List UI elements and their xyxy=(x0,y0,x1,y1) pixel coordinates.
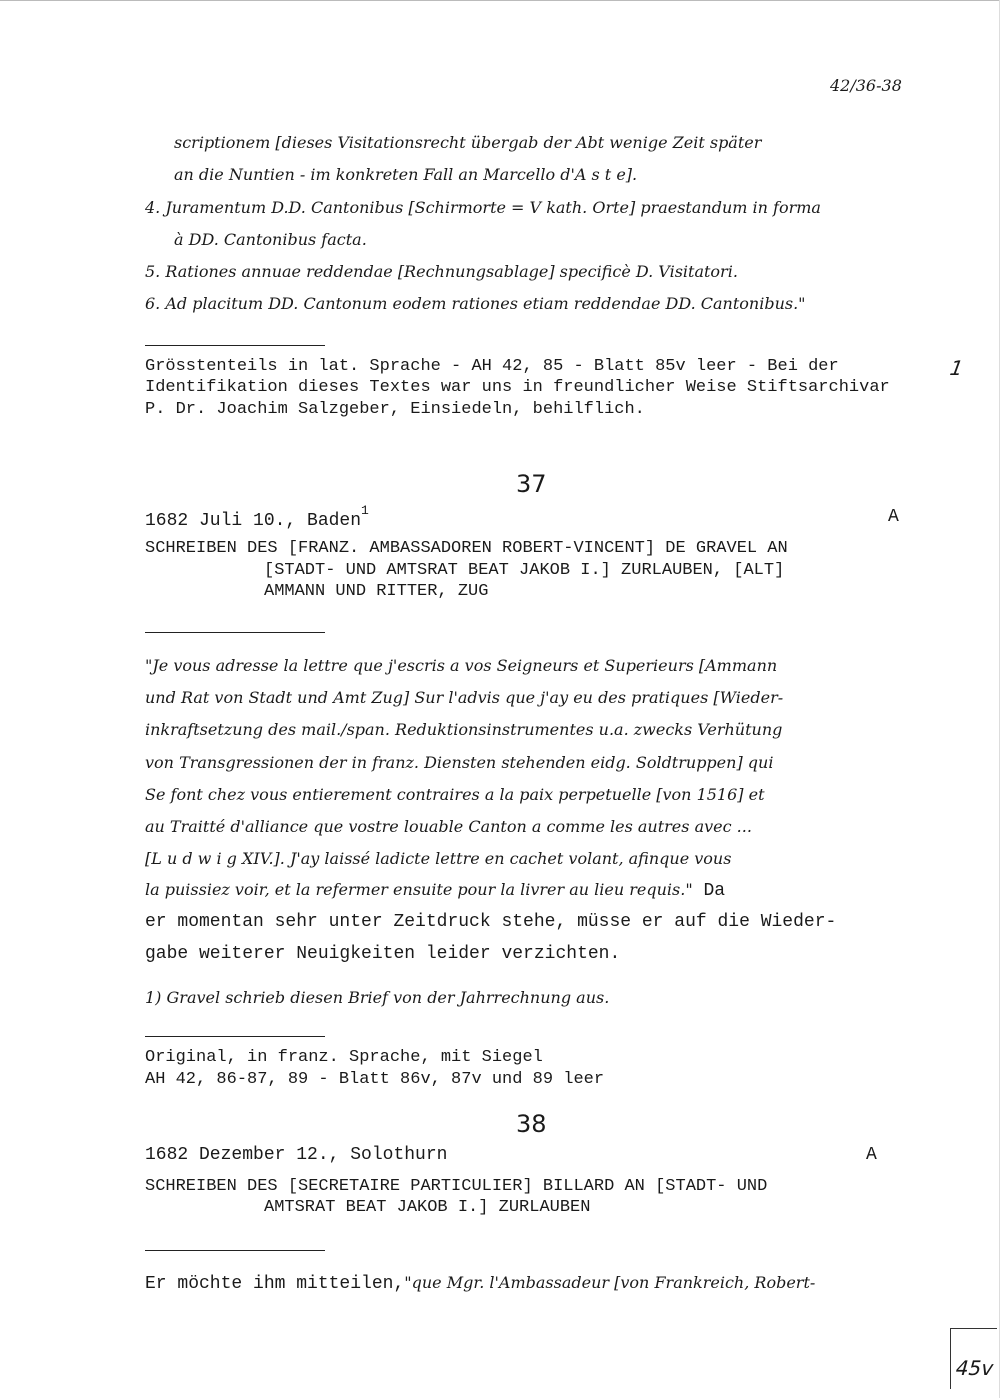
page-reference: 42/36-38 xyxy=(830,76,902,95)
doc37-body-line-2: und Rat von Stadt und Amt Zug] Sur l'advis que j'ay eu des pratiques [Wieder- xyxy=(145,688,784,707)
doc37-source-line-2: AH 42, 86-87, 89 - Blatt 86v, 87v und 89 leer xyxy=(145,1070,605,1089)
doc38-grade: A xyxy=(866,1145,877,1165)
doc37-body-line-6: au Traitté d'alliance que vostre louable Canton a comme les autres avec ... xyxy=(145,817,752,836)
continuation-line-2: an die Nuntien - im konkreten Fall an Marcello d'A s t e]. xyxy=(174,165,638,184)
note36-line-2: Identifikation dieses Textes war uns in freundlicher Weise Stiftsarchivar xyxy=(145,378,890,397)
doc37-body-line-5: Se font chez vous entierement contraires a la paix perpetuelle [von 1516] et xyxy=(145,785,765,804)
continuation-item-5: 5. Rationes annuae reddendae [Rechnungsablage] specificè D. Visitatori. xyxy=(145,262,738,281)
doc37-body-line-7: [L u d w i g XIV.]. J'ay laissé ladicte lettre en cachet volant, afinque vous xyxy=(145,849,732,868)
continuation-line-1: scriptionem [dieses Visitationsrecht übergab der Abt wenige Zeit später xyxy=(174,133,762,152)
separator-rule xyxy=(145,1036,325,1037)
separator-rule xyxy=(145,632,325,633)
doc38-title-line-1: SCHREIBEN DES [SECRETAIRE PARTICULIER] BILLARD AN [STADT- UND xyxy=(145,1177,768,1196)
doc37-body-line-10: gabe weiterer Neuigkeiten leider verzichten. xyxy=(145,944,621,964)
doc37-title-line-2: [STADT- UND AMTSRAT BEAT JAKOB I.] ZURLAUBEN, [ALT] xyxy=(264,561,785,580)
continuation-item-4: 4. Juramentum D.D. Cantonibus [Schirmorte = V kath. Orte] praestandum in forma xyxy=(145,198,821,217)
continuation-item-6: 6. Ad placitum DD. Cantonum eodem rationes etiam reddendae DD. Cantonibus." xyxy=(145,294,806,313)
doc37-grade: A xyxy=(888,507,899,527)
doc37-title-line-1: SCHREIBEN DES [FRANZ. AMBASSADOREN ROBERT-VINCENT] DE GRAVEL AN xyxy=(145,539,788,558)
doc37-body-line-1: "Je vous adresse la lettre que j'escris a vos Seigneurs et Superieurs [Ammann xyxy=(145,656,778,675)
doc37-footnote-ref: 1 xyxy=(361,503,369,518)
doc37-body-line-8: la puissiez voir, et la refermer ensuite pour la livrer au lieu requis." Da xyxy=(145,880,726,901)
doc37-body-line-3: inkraftsetzung des mail./span. Reduktionsinstrumentes u.a. zwecks Verhütung xyxy=(145,720,783,739)
doc37-source-line-1: Original, in franz. Sprache, mit Siegel xyxy=(145,1048,543,1067)
folio-mark: 45v xyxy=(952,1356,997,1380)
margin-mark: 1 xyxy=(945,356,968,380)
doc37-title-line-3: AMMANN UND RITTER, ZUG xyxy=(264,582,489,601)
doc37-footnote: 1) Gravel schrieb diesen Brief von der Jahrrechnung aus. xyxy=(145,988,610,1007)
page-top-edge xyxy=(0,0,1000,1)
doc38-date: 1682 Dezember 12., Solothurn xyxy=(145,1145,448,1165)
doc37-body-line-4: von Transgressionen der in franz. Diensten stehenden eidg. Soldtruppen] qui xyxy=(145,753,774,772)
doc38-body-line-1: Er möchte ihm mitteilen,"que Mgr. l'Ambassadeur [von Frankreich, Robert- xyxy=(145,1273,816,1294)
doc38-number: 38 xyxy=(516,1110,547,1138)
doc37-date: 1682 Juli 10., Baden$^1$ xyxy=(145,503,369,531)
note36-line-1: Grösstenteils in lat. Sprache - AH 42, 85 - Blatt 85v leer - Bei der xyxy=(145,357,839,376)
continuation-item-4-cont: à DD. Cantonibus facta. xyxy=(174,230,367,249)
note36-line-3: P. Dr. Joachim Salzgeber, Einsiedeln, behilflich. xyxy=(145,400,645,419)
separator-rule xyxy=(145,345,325,346)
separator-rule xyxy=(145,1250,325,1251)
doc37-body-line-9: er momentan sehr unter Zeitdruck stehe, müsse er auf die Wieder- xyxy=(145,912,837,932)
doc37-number: 37 xyxy=(516,470,547,498)
doc38-title-line-2: AMTSRAT BEAT JAKOB I.] ZURLAUBEN xyxy=(264,1198,591,1217)
